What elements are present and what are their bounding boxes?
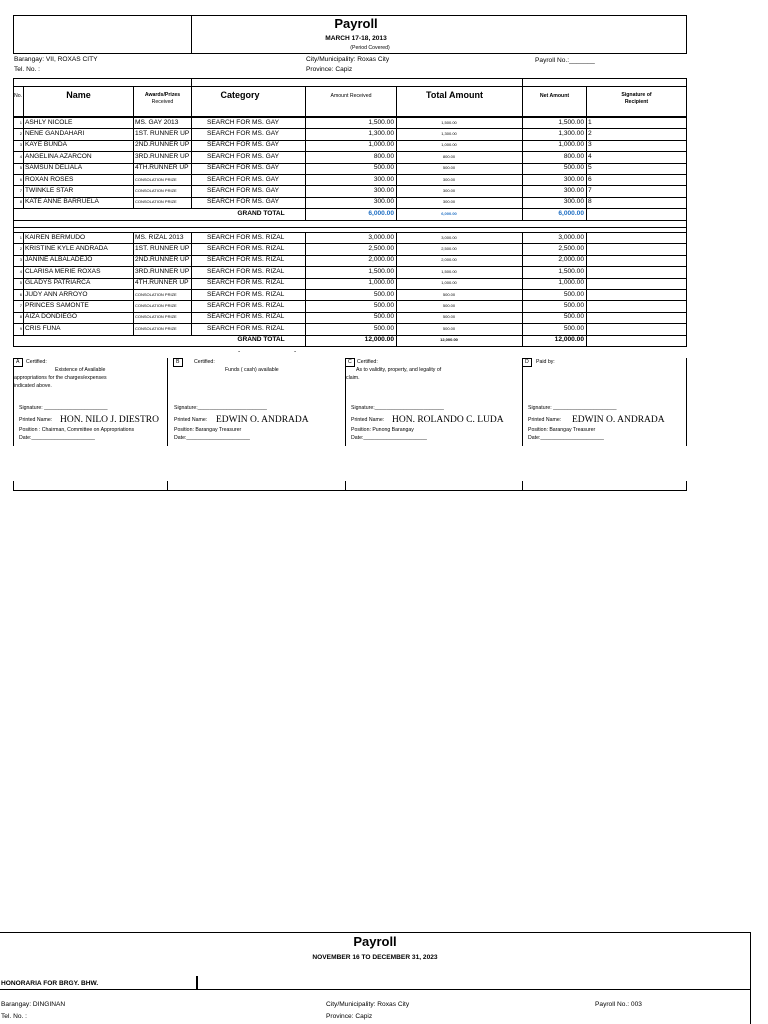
total-amount: 500.00 <box>442 314 456 320</box>
total-amount: 500.00 <box>442 165 456 171</box>
total-amount: 2,500.00 <box>441 245 457 251</box>
cert-a-position: Position : Chairman, Committee on Appropriations <box>19 427 135 433</box>
period-covered-note: (Period Covered) <box>350 45 390 51</box>
signature-number: 7 <box>588 186 592 194</box>
award-received: CONSOLATION PRIZE <box>135 325 177 331</box>
recipient-name: KAYE BUNDA <box>25 141 68 149</box>
province-label: Province: Capiz <box>306 66 353 73</box>
row-number: 7 <box>19 302 22 308</box>
cert-d-name: EDWIN O. ANDRADA <box>572 415 665 425</box>
header-no: No. <box>14 93 23 99</box>
cert-b-name-label: Printed Name: <box>174 417 208 423</box>
amount-received: 1,500.00 <box>368 118 394 126</box>
category: SEARCH FOR MS. GAY <box>207 164 280 172</box>
row-number: 5 <box>19 165 22 171</box>
amount-received: 500.00 <box>373 313 394 321</box>
net-amount: 3,000.00 <box>558 233 584 241</box>
award-received: CONSOLATION PRIZE <box>135 302 177 308</box>
award-received: MS. GAY 2013 <box>135 118 179 126</box>
net-amount: 1,500.00 <box>558 118 584 126</box>
cert-a-date: Date:______________________ <box>19 435 95 441</box>
amount-received: 1,300.00 <box>368 129 394 137</box>
recipient-name: TWINKLE STAR <box>25 186 74 194</box>
category: SEARCH FOR MS. RIZAL <box>207 267 285 275</box>
award-received: CONSOLATION PRIZE <box>135 187 177 193</box>
payroll-no-label: Payroll No.:_______ <box>535 57 595 64</box>
cert-b-position: Position: Barangay Treasurer <box>174 427 242 433</box>
tel-label: Tel. No. : <box>14 66 41 73</box>
category: SEARCH FOR MS. GAY <box>207 152 280 160</box>
row-number: 8 <box>19 199 22 205</box>
recipient-name: KRISTINE KYLE ANDRADA <box>25 244 108 252</box>
row-number: 5 <box>19 280 22 286</box>
cert-a-title: Certified: <box>26 359 47 365</box>
category: SEARCH FOR MS. GAY <box>207 175 280 183</box>
header-name: Name <box>66 90 91 100</box>
signature-number: 6 <box>588 175 592 183</box>
net-amount: 1,000.00 <box>558 279 584 287</box>
award-received: MS. RIZAL 2013 <box>135 233 184 241</box>
total-amount: 300.00 <box>442 176 456 182</box>
row-number: 1 <box>19 234 22 240</box>
cert-b-line1: Funds ( cash) available <box>225 367 279 373</box>
amount-received: 500.00 <box>373 324 394 332</box>
total-amount: 1,300.00 <box>441 130 457 136</box>
second-payroll-no: Payroll No.: 003 <box>595 1001 642 1008</box>
total-amount: 500.00 <box>442 302 456 308</box>
amount-received: 2,000.00 <box>368 256 394 264</box>
cert-c-line1: As to validity, property, and legality of <box>356 367 442 373</box>
signature-number: 2 <box>588 129 592 137</box>
total-amount: 3,000.00 <box>441 234 457 240</box>
recipient-name: ANGELINA AZARCON <box>25 152 92 160</box>
total-amount: 1,000.00 <box>441 142 457 148</box>
category: SEARCH FOR MS. GAY <box>207 118 280 126</box>
recipient-name: JUDY ANN ARROYO <box>25 290 88 298</box>
row-number: 3 <box>19 142 22 148</box>
amount-received: 1,000.00 <box>368 141 394 149</box>
recipient-name: ASHLY NICOLE <box>25 118 73 126</box>
award-received: CONSOLATION PRIZE <box>135 314 177 320</box>
signature-number: 4 <box>588 152 592 160</box>
cert-d-title: Paid by: <box>536 359 555 365</box>
cert-c-name: HON. ROLANDO C. LUDA <box>392 415 504 425</box>
cert-b-title: Certified: <box>194 359 215 365</box>
city-label: City/Municipality: Roxas City <box>306 56 390 63</box>
header-awards-sub: Received <box>151 99 174 105</box>
recipient-name: SAMSUN DELIALA <box>25 164 83 172</box>
net-amount: 1,000.00 <box>558 141 584 149</box>
header-signature: Signature of <box>621 92 652 98</box>
header-awards: Awards/Prizes <box>144 92 181 98</box>
award-received: 4TH.RUNNER UP <box>135 164 189 172</box>
total-amount: 1,500.00 <box>441 119 457 125</box>
row-number: 7 <box>19 187 22 193</box>
cert-c-letter: C <box>348 359 352 365</box>
barangay-label: Barangay: VII, ROXAS CITY <box>14 56 98 63</box>
award-received: 1ST. RUNNER UP <box>135 244 190 252</box>
category: SEARCH FOR MS. GAY <box>207 141 280 149</box>
cert-d-letter: D <box>525 359 529 365</box>
cert-d-date: Date:______________________ <box>528 435 604 441</box>
category: SEARCH FOR MS. RIZAL <box>207 256 285 264</box>
second-page-title: Payroll <box>353 934 397 949</box>
cert-b-letter: B <box>176 359 180 365</box>
second-barangay: Barangay: DINGINAN <box>1 1001 66 1008</box>
award-received: CONSOLATION PRIZE <box>135 199 177 205</box>
amount-received: 3,000.00 <box>368 233 394 241</box>
grand-total-net-amount: 12,000.00 <box>554 336 584 344</box>
grand-total-label: GRAND TOTAL <box>237 336 285 344</box>
total-amount: 300.00 <box>442 187 456 193</box>
net-amount: 2,500.00 <box>558 244 584 252</box>
net-amount: 2,000.00 <box>558 256 584 264</box>
total-amount: 1,000.00 <box>441 280 457 286</box>
cert-c-line2: claim. <box>346 375 360 381</box>
header-amount-received: Amount Received <box>330 93 372 99</box>
total-amount: 500.00 <box>442 291 456 297</box>
cert-c-signature: Signature:________________________ <box>351 405 444 411</box>
net-amount: 300.00 <box>563 175 584 183</box>
net-amount: 800.00 <box>563 152 584 160</box>
cert-a-line3: indicated above. <box>14 383 52 389</box>
award-received: 4TH.RUNNER UP <box>135 279 189 287</box>
recipient-name: PRINCES SAMONTE <box>25 301 89 309</box>
net-amount: 300.00 <box>563 186 584 194</box>
recipient-name: KATE ANNE BARRUELA <box>25 198 99 206</box>
amount-received: 300.00 <box>373 175 394 183</box>
category: SEARCH FOR MS. RIZAL <box>207 233 285 241</box>
total-amount: 500.00 <box>442 325 456 331</box>
net-amount: 300.00 <box>563 198 584 206</box>
row-number: 8 <box>19 314 22 320</box>
recipient-name: JANINE ALBALADEJO <box>25 256 93 264</box>
award-received: CONSOLATION PRIZE <box>135 291 177 297</box>
category: SEARCH FOR MS. RIZAL <box>207 290 285 298</box>
award-received: 2ND.RUNNER UP <box>135 141 190 149</box>
recipient-name: AIZA DONDIEGO <box>25 313 78 321</box>
award-received: 1ST. RUNNER UP <box>135 129 190 137</box>
row-number: 4 <box>19 153 22 159</box>
cert-a-name: HON. NILO J. DIESTRO <box>60 415 159 425</box>
header-signature-sub: Recipient <box>624 99 649 105</box>
award-received: 3RD.RUNNER UP <box>135 152 190 160</box>
header-net-amount: Net Amount <box>539 93 570 99</box>
net-amount: 500.00 <box>563 324 584 332</box>
second-tel: Tel. No. : <box>1 1013 28 1020</box>
cert-d-name-label: Printed Name: <box>528 417 562 423</box>
cert-b-date: Date:______________________ <box>174 435 250 441</box>
row-number: 2 <box>19 130 22 136</box>
amount-received: 500.00 <box>373 164 394 172</box>
signature-number: 1 <box>588 118 592 126</box>
total-amount: 2,000.00 <box>441 257 457 263</box>
second-city: City/Municipality: Roxas City <box>326 1001 410 1008</box>
amount-received: 500.00 <box>373 301 394 309</box>
header-category: Category <box>220 90 260 100</box>
category: SEARCH FOR MS. RIZAL <box>207 301 285 309</box>
row-number: 3 <box>19 257 22 263</box>
amount-received: 1,500.00 <box>368 267 394 275</box>
row-number: 1 <box>19 119 22 125</box>
award-received: 3RD.RUNNER UP <box>135 267 190 275</box>
award-received: CONSOLATION PRIZE <box>135 176 177 182</box>
cert-a-line1: Existence of Available <box>55 367 106 373</box>
net-amount: 500.00 <box>563 301 584 309</box>
grand-total-amount-received: 6,000.00 <box>368 209 394 217</box>
category: SEARCH FOR MS. RIZAL <box>207 279 285 287</box>
page-title: Payroll <box>334 16 378 31</box>
signature-number: 5 <box>588 164 592 172</box>
signature-number: 3 <box>588 141 592 149</box>
recipient-name: GLADYS PATRIARCA <box>25 279 91 287</box>
recipient-name: CRIS FUNA <box>25 324 61 332</box>
cert-a-name-label: Printed Name: <box>19 417 53 423</box>
row-number: 9 <box>19 325 22 331</box>
cert-a-signature: Signature: ______________________ <box>19 405 108 411</box>
net-amount: 500.00 <box>563 290 584 298</box>
category: SEARCH FOR MS. RIZAL <box>207 244 285 252</box>
net-amount: 500.00 <box>563 313 584 321</box>
cert-c-position: Position: Punong Barangay <box>351 427 414 433</box>
grand-total-total-amount: 6,000.00 <box>441 210 457 216</box>
amount-received: 300.00 <box>373 198 394 206</box>
amount-received: 800.00 <box>373 152 394 160</box>
recipient-name: CLARISA MERIE ROXAS <box>25 267 101 275</box>
recipient-name: ROXAN ROSES <box>25 175 74 183</box>
amount-received: 300.00 <box>373 186 394 194</box>
cert-d-position: Position: Barangay Treasurer <box>528 427 596 433</box>
grand-total-total-amount: 12,000.00 <box>440 337 458 343</box>
row-number: 6 <box>19 291 22 297</box>
amount-received: 2,500.00 <box>368 244 394 252</box>
total-amount: 1,500.00 <box>441 268 457 274</box>
dash-mark: - <box>238 348 241 355</box>
signature-number: 8 <box>588 198 592 206</box>
category: SEARCH FOR MS. GAY <box>207 129 280 137</box>
second-period: NOVEMBER 16 TO DECEMBER 31, 2023 <box>312 954 438 961</box>
grand-total-net-amount: 6,000.00 <box>558 209 584 217</box>
total-amount: 300.00 <box>442 199 456 205</box>
cert-d-signature: Signature: ______________________ <box>528 405 617 411</box>
net-amount: 1,300.00 <box>558 129 584 137</box>
dash-mark: - <box>294 348 297 355</box>
row-number: 4 <box>19 268 22 274</box>
second-province: Province: Capiz <box>326 1013 373 1020</box>
grand-total-amount-received: 12,000.00 <box>364 336 394 344</box>
category: SEARCH FOR MS. GAY <box>207 198 280 206</box>
row-number: 2 <box>19 245 22 251</box>
amount-received: 1,000.00 <box>368 279 394 287</box>
cert-a-letter: A <box>16 359 20 365</box>
cert-c-date: Date:______________________ <box>351 435 427 441</box>
recipient-name: NENE GANDAHARI <box>25 129 85 137</box>
award-received: 2ND.RUNNER UP <box>135 256 190 264</box>
net-amount: 500.00 <box>563 164 584 172</box>
cert-b-signature: Signature:________________________ <box>174 405 267 411</box>
row-number: 6 <box>19 176 22 182</box>
header-total-amount: Total Amount <box>426 90 483 100</box>
category: SEARCH FOR MS. GAY <box>207 186 280 194</box>
grand-total-label: GRAND TOTAL <box>237 209 285 217</box>
net-amount: 1,500.00 <box>558 267 584 275</box>
total-amount: 800.00 <box>442 153 456 159</box>
honoraria-label: HONORARIA FOR BRGY. BHW. <box>1 980 99 987</box>
cert-b-name: EDWIN O. ANDRADA <box>216 415 309 425</box>
recipient-name: KAIREN BERMUDO <box>25 233 86 241</box>
category: SEARCH FOR MS. RIZAL <box>207 324 285 332</box>
cert-c-title: Certified: <box>357 359 378 365</box>
cert-c-name-label: Printed Name: <box>351 417 385 423</box>
period-covered: MARCH 17-18, 2013 <box>325 35 387 42</box>
category: SEARCH FOR MS. RIZAL <box>207 313 285 321</box>
amount-received: 500.00 <box>373 290 394 298</box>
cert-a-line2: appropriations for the charges/expenses <box>14 375 107 381</box>
